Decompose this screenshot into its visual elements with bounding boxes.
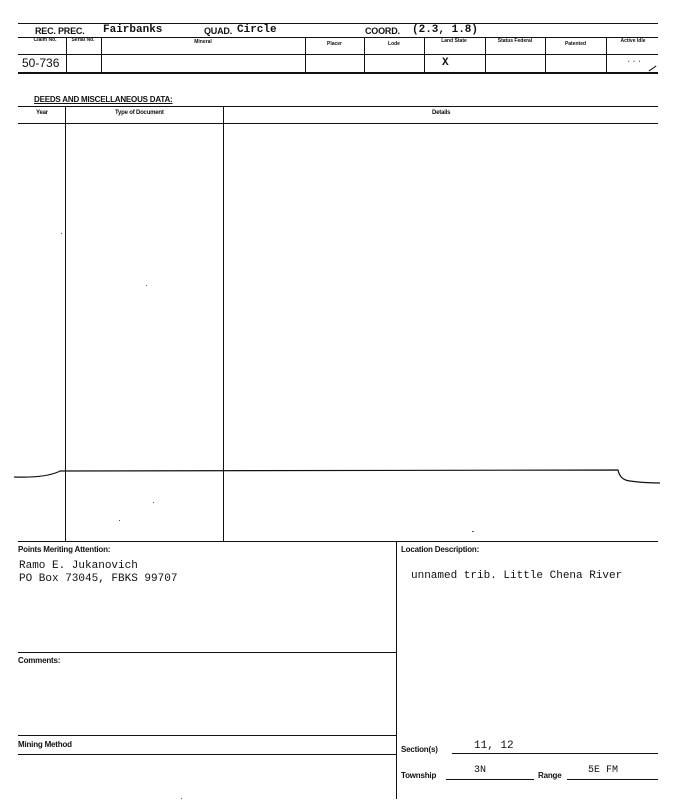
scan-speck: [472, 531, 474, 532]
header-table-bottom: [18, 72, 658, 74]
active-idle-mark: ...: [626, 55, 643, 65]
township-fill-line: [446, 779, 534, 780]
points-line1: Ramo E. Jukanovich: [19, 560, 138, 572]
col-patented: Patented: [564, 41, 587, 47]
location-label: Location Description:: [401, 545, 480, 554]
col-divider-lode: [424, 37, 425, 72]
section-value: 11, 12: [474, 740, 514, 752]
township-value: 3N: [474, 765, 487, 776]
points-label: Points Meriting Attention:: [18, 545, 111, 554]
location-value: unnamed trib. Little Chena River: [411, 570, 623, 582]
scan-speck: [153, 502, 154, 503]
township-label: Township: [401, 771, 437, 780]
rec-prec-label: REC. PREC.: [35, 26, 85, 36]
deeds-col-type: Type of Document: [115, 110, 164, 116]
hand-drawn-line: [14, 462, 660, 486]
mining-method-label: Mining Method: [18, 740, 72, 749]
col-divider-claim: [66, 37, 67, 72]
deeds-col-year: Year: [36, 110, 48, 116]
deeds-header-bottom: [18, 123, 658, 124]
quad-value: Circle: [237, 24, 277, 36]
section-label: Section(s): [401, 745, 438, 754]
header-subrow-line: [18, 54, 658, 55]
range-label: Range: [538, 771, 562, 780]
col-lode: Lode: [388, 41, 400, 47]
points-line2: PO Box 73045, FBKS 99707: [19, 573, 178, 585]
land-state-mark: X: [442, 57, 449, 69]
col-claim-no: Claim No.: [33, 37, 57, 43]
active-idle-tick: [649, 66, 657, 72]
scan-speck: [181, 798, 182, 799]
lower-center-divider: [396, 541, 397, 799]
col-land-state: Land State: [441, 38, 467, 44]
range-fill-line: [567, 779, 658, 780]
claim-number: 50-736: [22, 56, 60, 70]
points-bottom-rule: [18, 652, 396, 653]
coord-value: (2.3, 1.8): [412, 24, 479, 36]
section-fill-line: [452, 753, 658, 754]
col-divider-patented: [606, 37, 607, 72]
col-placer: Placer: [326, 41, 342, 47]
header-table-top: [18, 37, 658, 38]
comments-bottom-rule: [18, 735, 396, 736]
coord-label: COORD.: [365, 26, 400, 36]
col-active-idle: Active Idle: [620, 38, 646, 44]
deeds-col-details: Details: [432, 110, 451, 116]
col-status-federal: Status Federal: [497, 38, 533, 44]
scan-speck: [146, 285, 147, 286]
col-serial-no: Serial No.: [71, 37, 95, 43]
deeds-title: DEEDS AND MISCELLANEOUS DATA:: [34, 95, 173, 104]
col-mineral: Mineral: [194, 39, 212, 45]
range-value: 5E FM: [588, 765, 619, 776]
comments-label: Comments:: [18, 656, 61, 665]
deeds-table-top: [18, 106, 658, 107]
lower-section-top: [18, 541, 658, 542]
scan-speck: [119, 520, 120, 521]
mining-method-rule: [18, 754, 396, 755]
quad-label: QUAD.: [204, 26, 232, 36]
rec-prec-value: Fairbanks: [103, 24, 163, 36]
col-divider-land: [485, 37, 486, 72]
scan-speck: [61, 233, 62, 234]
